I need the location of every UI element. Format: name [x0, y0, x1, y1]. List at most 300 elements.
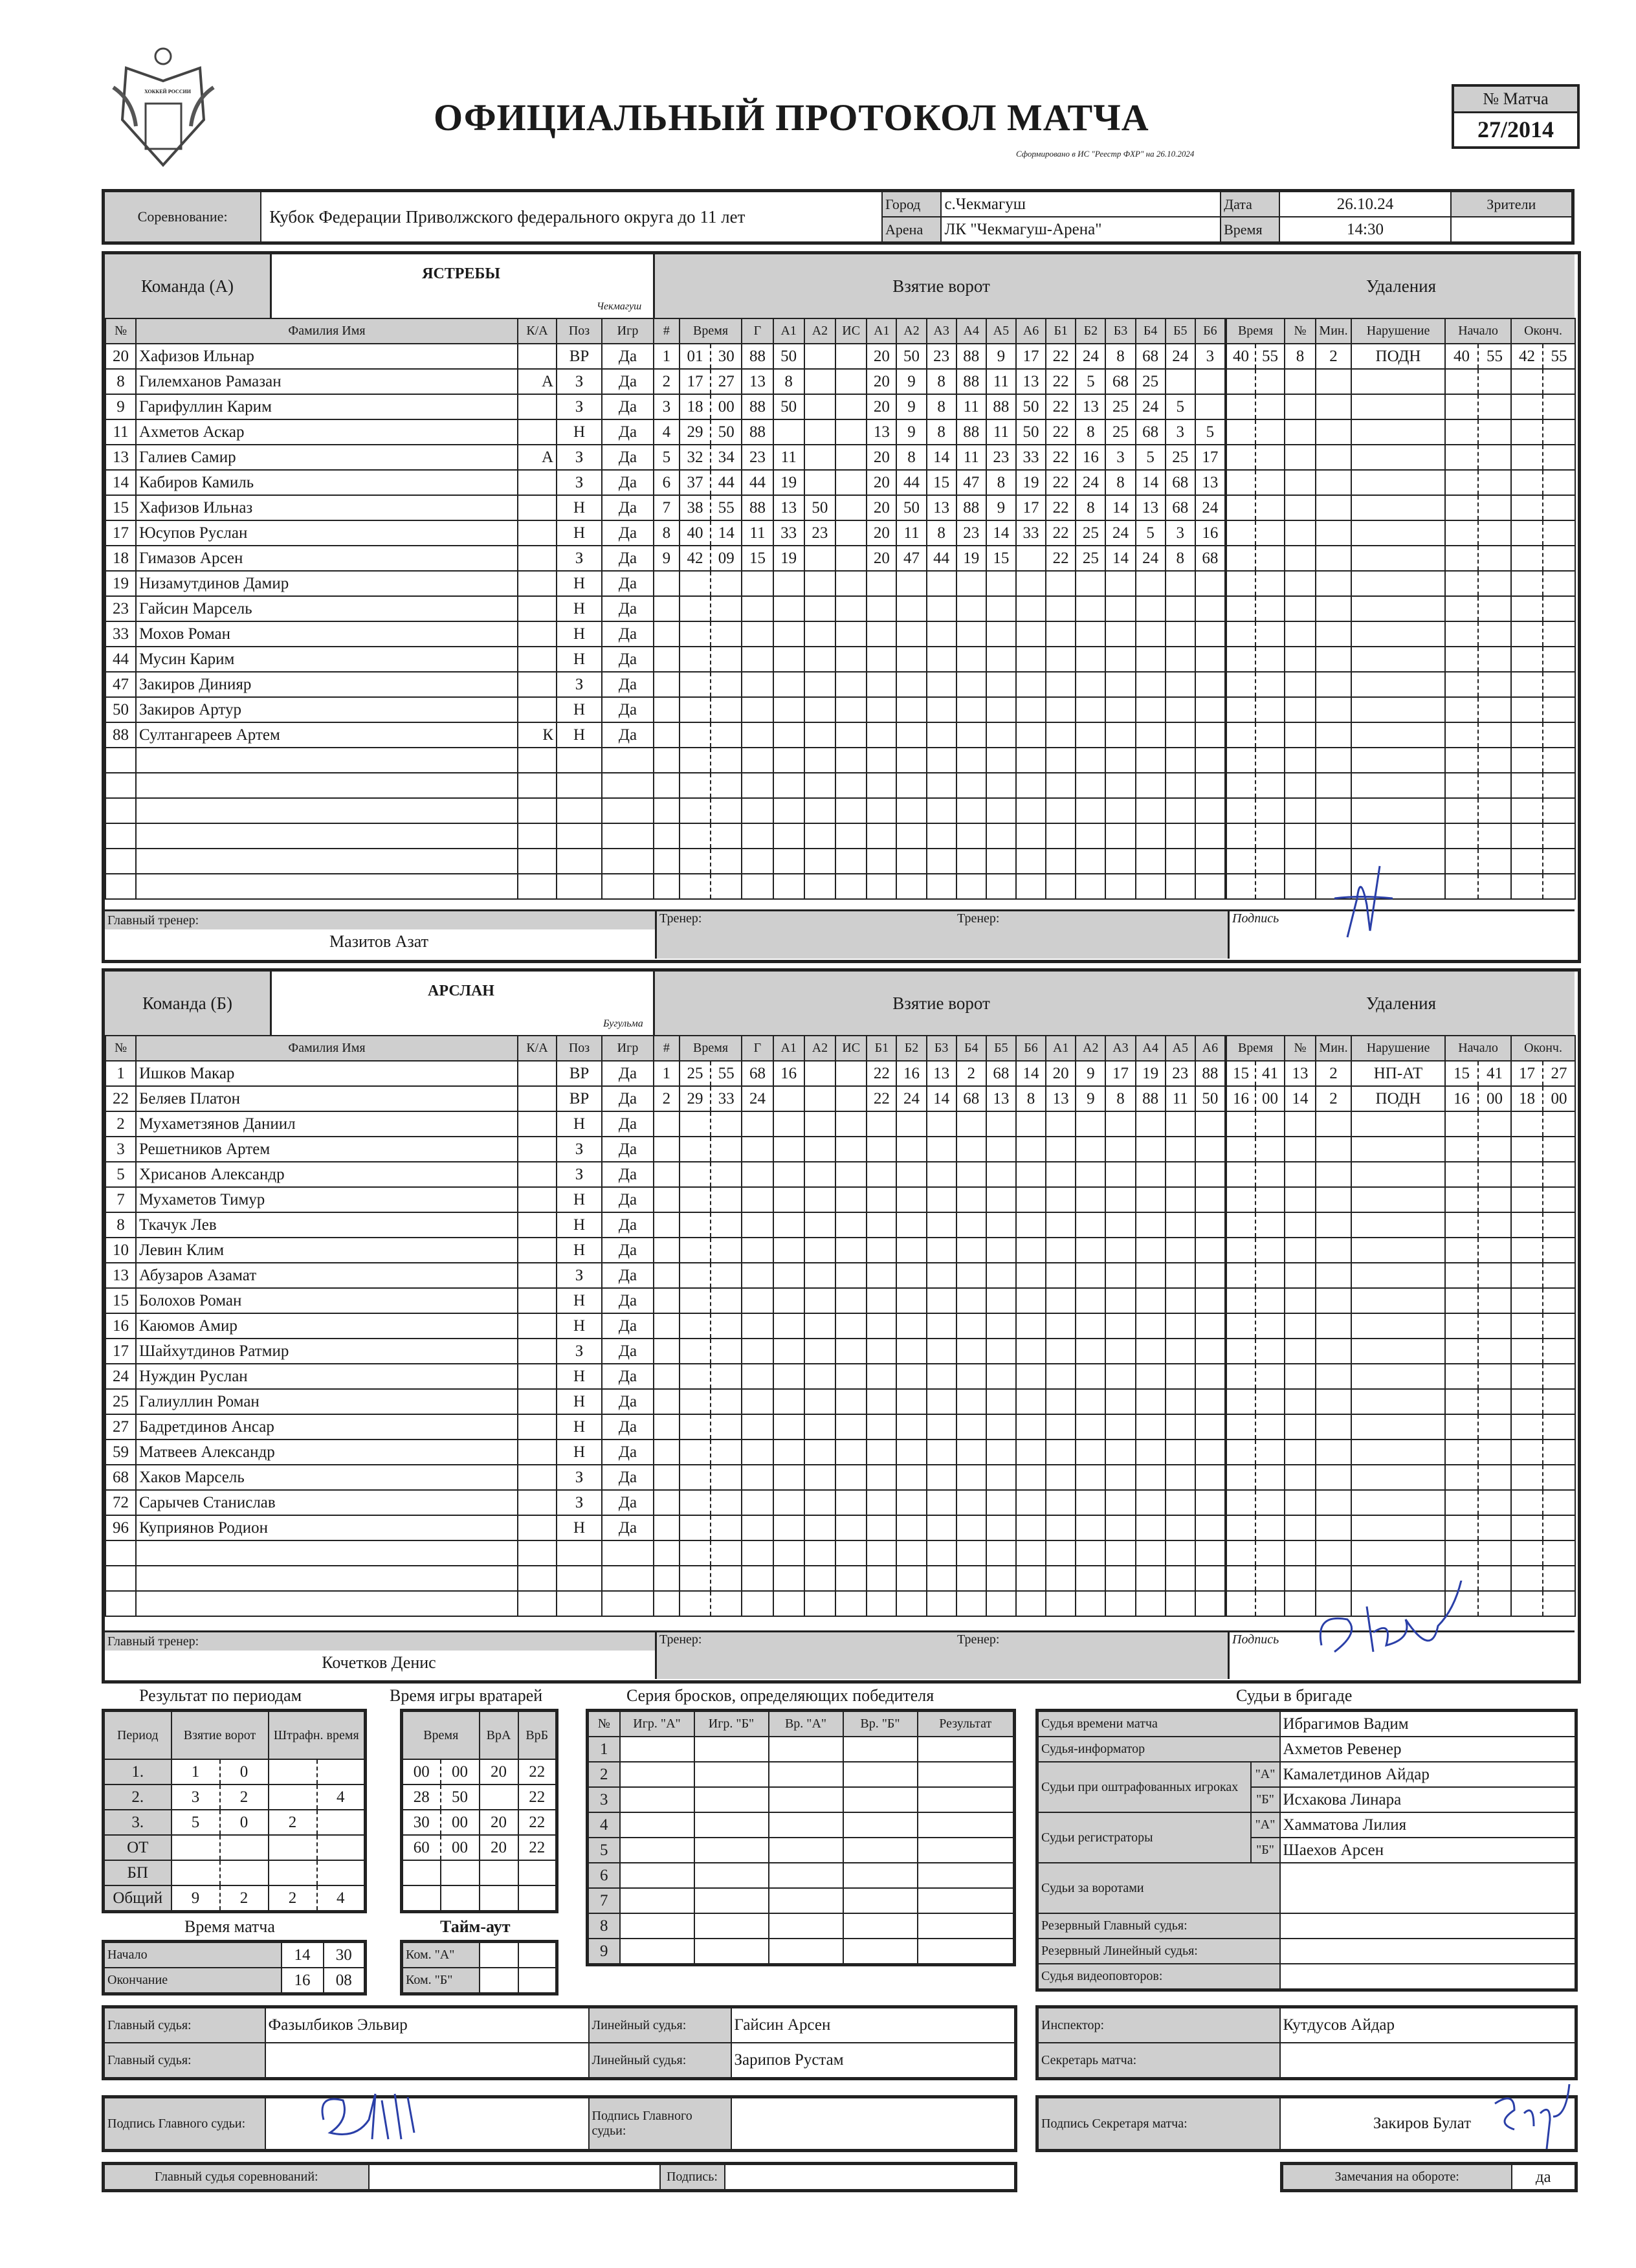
goal-cell [896, 1238, 926, 1263]
player-row [105, 1137, 654, 1162]
goal-row [654, 1212, 1225, 1238]
goal-cell [1136, 697, 1166, 722]
goal-cell: 50 [773, 344, 804, 369]
penalty-row [1226, 1137, 1575, 1162]
hdr-pen-time: Время [1226, 318, 1285, 344]
penalty-judges-label: Судьи при оштрафованных игроках [1037, 1762, 1251, 1812]
goal-cell [956, 1162, 986, 1187]
penalty-cell [1543, 748, 1575, 773]
player-name: Сарычев Станислав [136, 1490, 518, 1515]
penalty-cell [1285, 419, 1316, 445]
goal-cell [680, 672, 711, 697]
penalty-cell [1445, 596, 1478, 621]
goal-cell [956, 1212, 986, 1238]
goal-cell [804, 546, 835, 571]
chief-ref-label: Главный судья соревнований: [104, 2164, 369, 2191]
player-ka [518, 1465, 557, 1490]
goal-cell: 68 [1166, 470, 1195, 495]
penalty-cell [1226, 1162, 1255, 1187]
player-ka [518, 1111, 557, 1137]
goal-cell [1105, 1162, 1135, 1187]
penalty-cell: НП-АТ [1351, 1061, 1445, 1086]
goal-cell [835, 1389, 867, 1414]
shootout-cell [694, 1863, 769, 1888]
player-position: З [557, 1162, 602, 1187]
logo [107, 42, 220, 175]
goal-cell [956, 722, 986, 748]
penalty-row [1226, 344, 1575, 369]
goal-row [654, 697, 1225, 722]
player-row [105, 369, 654, 394]
head-ref-1: Фазылбиков Эльвир [265, 2007, 589, 2043]
player-row [105, 1364, 654, 1389]
penalty-cell: 40 [1445, 344, 1478, 369]
shootout-num: 7 [588, 1888, 620, 1913]
goal-cell [896, 1263, 926, 1288]
period-name: Общий [104, 1885, 171, 1912]
penalty-cell [1226, 1465, 1255, 1490]
informer: Ахметов Ревенер [1280, 1737, 1576, 1762]
penalty-cell [1255, 1187, 1285, 1212]
goal-cell [1195, 1212, 1225, 1238]
goal-cell [1195, 647, 1225, 672]
goal-cell [1076, 672, 1105, 697]
penalty-cell: 41 [1478, 1061, 1511, 1086]
goal-cell: 19 [1016, 470, 1046, 495]
goal-cell [773, 1540, 804, 1566]
shootout-cell [769, 1787, 843, 1812]
penalty-cell [1445, 647, 1478, 672]
goal-cell [1046, 596, 1076, 621]
penalty-cell [1285, 1263, 1316, 1288]
player-row [105, 1566, 654, 1591]
penalty-row [1226, 1263, 1575, 1288]
penalty-cell [1511, 1137, 1543, 1162]
goal-cell [1136, 1540, 1166, 1566]
goal-cell: 88 [1136, 1086, 1166, 1111]
goal-cell [1136, 823, 1166, 849]
goal-cell [1195, 1238, 1225, 1263]
team-b-goals-label: Взятие ворот [653, 972, 1230, 1035]
goal-cell [927, 773, 956, 798]
goal-cell [1016, 1566, 1046, 1591]
player-played: Да [602, 1212, 654, 1238]
player-played: Да [602, 1490, 654, 1515]
period-row [104, 1784, 366, 1810]
goal-cell: 44 [896, 470, 926, 495]
penalty-cell [1511, 1162, 1543, 1187]
player-row [105, 520, 654, 546]
player-played: Да [602, 1086, 654, 1111]
goal-cell [654, 773, 680, 798]
goal-cell [1046, 1137, 1076, 1162]
goal-cell [804, 1440, 835, 1465]
penalty-cell [1351, 1339, 1445, 1364]
goal-cell [927, 1263, 956, 1288]
goal-cell [956, 1137, 986, 1162]
goal-cell [804, 1490, 835, 1515]
period-pim-a: 2 [269, 1885, 317, 1912]
match-info [102, 189, 1575, 245]
goal-cell: 16 [1195, 520, 1225, 546]
player-row [105, 1263, 654, 1288]
goal-cell [654, 1313, 680, 1339]
goal-cell [1076, 1540, 1105, 1566]
goal-cell [835, 470, 867, 495]
goal-cell [986, 596, 1016, 621]
goal-cell [773, 1414, 804, 1440]
player-name: Закиров Артур [136, 697, 518, 722]
penalty-cell [1351, 394, 1445, 419]
hdr-on-ice-plus: Б6 [1016, 1036, 1046, 1061]
hdr-ka: К/А [518, 1036, 557, 1061]
goal-cell [1076, 1389, 1105, 1414]
goal-cell [867, 621, 896, 647]
goal-row [654, 1490, 1225, 1515]
team-a-sign-label: Подпись [1228, 911, 1279, 959]
penalty-cell [1316, 672, 1351, 697]
goal-cell [654, 1364, 680, 1389]
penalty-cell [1285, 1440, 1316, 1465]
goal-cell [1076, 1566, 1105, 1591]
head-ref-sign-label: Подпись Главного судьи: [589, 2097, 731, 2151]
penalty-cell [1445, 1440, 1478, 1465]
goal-cell [867, 1540, 896, 1566]
goalie-min: 00 [402, 1759, 441, 1784]
goal-cell [927, 621, 956, 647]
period-name: 3. [104, 1810, 171, 1835]
goal-cell: 11 [956, 394, 986, 419]
goal-cell [867, 1187, 896, 1212]
goal-cell [1166, 596, 1195, 621]
goal-cell [654, 1212, 680, 1238]
goal-cell [680, 1111, 711, 1137]
penalty-cell: 55 [1255, 344, 1285, 369]
goal-cell [1105, 874, 1135, 899]
goal-cell: 7 [654, 495, 680, 520]
goal-cell [1016, 1364, 1046, 1389]
tag-b: "Б" [1251, 1787, 1280, 1812]
player-position: ВР [557, 344, 602, 369]
team-a-goals [653, 318, 1226, 900]
goal-row [654, 1364, 1225, 1389]
penalty-cell [1226, 722, 1255, 748]
player-ka: К [518, 722, 557, 748]
penalty-cell: 15 [1226, 1061, 1255, 1086]
penalty-cell [1351, 419, 1445, 445]
goal-cell [804, 470, 835, 495]
penalty-cell [1445, 849, 1478, 874]
goal-cell [835, 621, 867, 647]
penalty-cell [1543, 520, 1575, 546]
goal-cell [867, 1162, 896, 1187]
penalty-cell [1543, 798, 1575, 823]
goal-cell [927, 798, 956, 823]
goal-cell: 11 [1166, 1086, 1195, 1111]
player-ka [518, 1339, 557, 1364]
goal-cell [956, 1440, 986, 1465]
player-position: Н [557, 697, 602, 722]
penalty-cell [1255, 773, 1285, 798]
empty-cell [136, 1591, 518, 1616]
goal-cell [1166, 773, 1195, 798]
player-number: 17 [105, 520, 136, 546]
penalty-cell [1543, 1162, 1575, 1187]
goal-cell [835, 773, 867, 798]
goal-cell [680, 1389, 711, 1414]
goal-cell [1046, 1440, 1076, 1465]
player-name: Мусин Карим [136, 647, 518, 672]
penalty-cell [1511, 394, 1543, 419]
goal-cell [896, 748, 926, 773]
goal-cell: 20 [867, 470, 896, 495]
goal-cell [1195, 874, 1225, 899]
goal-cell [1016, 1313, 1046, 1339]
city-label: Город [882, 191, 941, 217]
penalty-cell [1511, 470, 1543, 495]
player-name: Хрисанов Александр [136, 1162, 518, 1187]
empty-cell [602, 748, 654, 773]
empty-cell [136, 748, 518, 773]
goal-cell [711, 1111, 742, 1137]
goal-cell: 13 [867, 419, 896, 445]
goal-cell [711, 1288, 742, 1313]
goal-cell [804, 1111, 835, 1137]
goal-cell [1046, 1566, 1076, 1591]
shootout-cell [620, 1863, 694, 1888]
penalty-cell [1511, 1515, 1543, 1540]
goal-cell [956, 697, 986, 722]
goal-cell [835, 798, 867, 823]
goal-cell: 22 [1046, 445, 1076, 470]
penalty-cell [1445, 470, 1478, 495]
goal-cell [1166, 1465, 1195, 1490]
goal-cell [1166, 1515, 1195, 1540]
penalty-cell [1478, 748, 1511, 773]
empty-cell [557, 798, 602, 823]
goal-row [654, 596, 1225, 621]
goal-cell [1046, 1364, 1076, 1389]
goal-cell [711, 1515, 742, 1540]
arena: ЛК "Чекмагуш-Арена" [941, 217, 1221, 243]
goal-cell [986, 1288, 1016, 1313]
penalty-cell [1255, 1238, 1285, 1263]
goal-cell: 24 [896, 1086, 926, 1111]
goal-cell [1076, 748, 1105, 773]
player-number: 5 [105, 1162, 136, 1187]
player-number: 23 [105, 596, 136, 621]
goal-row [654, 1263, 1225, 1288]
hdr-on-ice-plus: А3 [927, 318, 956, 344]
penalty-cell [1445, 1339, 1478, 1364]
goal-cell [927, 571, 956, 596]
goal-cell: 68 [986, 1061, 1016, 1086]
player-row [105, 1288, 654, 1313]
penalty-row [1226, 1339, 1575, 1364]
registrar-b: Шаехов Арсен [1280, 1838, 1576, 1863]
penalty-cell [1445, 1313, 1478, 1339]
city: с.Чекмагуш [941, 191, 1221, 217]
goal-row [654, 1339, 1225, 1364]
goal-cell [1195, 697, 1225, 722]
penalty-cell: 55 [1543, 344, 1575, 369]
goal-cell [773, 1515, 804, 1540]
goal-cell [1166, 849, 1195, 874]
penalty-cell [1226, 419, 1255, 445]
goal-cell [773, 874, 804, 899]
goal-cell [956, 874, 986, 899]
penalty-cell [1351, 697, 1445, 722]
goal-cell [1105, 621, 1135, 647]
goal-cell: 25 [1105, 419, 1135, 445]
player-number: 44 [105, 647, 136, 672]
penalty-cell [1316, 1137, 1351, 1162]
shootout-row [588, 1762, 1015, 1787]
penalty-cell [1285, 1212, 1316, 1238]
goal-row [654, 1465, 1225, 1490]
goal-cell [956, 596, 986, 621]
player-position: Н [557, 621, 602, 647]
penalty-cell [1351, 823, 1445, 849]
period-goals-b: 2 [220, 1885, 269, 1912]
date-label: Дата [1221, 191, 1279, 217]
penalty-cell [1316, 1414, 1351, 1440]
goal-cell: 13 [1076, 394, 1105, 419]
penalty-cell [1478, 1288, 1511, 1313]
shootout-cell [843, 1888, 918, 1913]
penalty-cell [1316, 1339, 1351, 1364]
hdr-pen-end: Оконч. [1511, 1036, 1575, 1061]
goal-cell [742, 571, 773, 596]
player-played: Да [602, 571, 654, 596]
player-played: Да [602, 722, 654, 748]
penalty-row [1226, 1111, 1575, 1137]
hdr-on-ice-minus: А6 [1195, 1036, 1225, 1061]
goal-cell [680, 697, 711, 722]
goal-cell [1076, 1111, 1105, 1137]
goal-cell: 23 [742, 445, 773, 470]
goal-cell [742, 722, 773, 748]
goal-cell [1166, 1540, 1195, 1566]
penalty-cell [1543, 1238, 1575, 1263]
penalty-cell [1478, 874, 1511, 899]
player-played: Да [602, 470, 654, 495]
player-position: Н [557, 1212, 602, 1238]
shootout-cell [843, 1762, 918, 1787]
goal-row [654, 1440, 1225, 1465]
penalty-cell [1543, 571, 1575, 596]
goal-cell: 38 [680, 495, 711, 520]
penalty-cell: 00 [1478, 1086, 1511, 1111]
goal-cell [927, 1137, 956, 1162]
goal-cell [1046, 1515, 1076, 1540]
goal-cell [927, 1111, 956, 1137]
goal-cell: 47 [896, 546, 926, 571]
goal-cell [804, 1591, 835, 1616]
penalty-cell [1255, 1137, 1285, 1162]
goal-cell [835, 1238, 867, 1263]
shootout-cell [694, 1737, 769, 1762]
penalty-cell [1316, 1540, 1351, 1566]
goal-cell [654, 571, 680, 596]
goal-cell: 3 [1166, 520, 1195, 546]
goal-cell: 24 [1136, 546, 1166, 571]
goal-row [654, 773, 1225, 798]
penalty-row [1226, 1212, 1575, 1238]
penalty-cell [1445, 874, 1478, 899]
goal-cell [835, 1540, 867, 1566]
penalty-cell [1255, 596, 1285, 621]
goal-cell [986, 1339, 1016, 1364]
penalty-cell [1285, 1137, 1316, 1162]
goal-cell [956, 798, 986, 823]
player-ka [518, 1490, 557, 1515]
goal-row [654, 1515, 1225, 1540]
goal-cell [835, 495, 867, 520]
goal-cell [1105, 1414, 1135, 1440]
shootout-header: Вр. "А" [769, 1711, 843, 1737]
penalty-cell [1351, 1111, 1445, 1137]
player-number: 17 [105, 1339, 136, 1364]
goal-cell [1076, 798, 1105, 823]
penalty-cell [1478, 1212, 1511, 1238]
penalty-cell [1351, 1288, 1445, 1313]
penalty-cell [1478, 621, 1511, 647]
goal-cell: 8 [1166, 546, 1195, 571]
penalty-cell: 00 [1543, 1086, 1575, 1111]
goal-cell [896, 1187, 926, 1212]
goal-cell [1076, 1440, 1105, 1465]
goal-cell [804, 621, 835, 647]
penalty-cell [1511, 823, 1543, 849]
shootout-cell [620, 1888, 694, 1913]
empty-cell [105, 1540, 136, 1566]
shootout-cell [843, 1787, 918, 1812]
goal-cell [896, 1137, 926, 1162]
goal-cell [896, 1212, 926, 1238]
goal-cell: 42 [680, 546, 711, 571]
goalie-sec: 00 [441, 1759, 480, 1784]
goal-cell [804, 1414, 835, 1440]
hdr-on-ice-minus: Б5 [1166, 318, 1195, 344]
periods-title: Результат по периодам [139, 1686, 302, 1705]
penalty-cell [1255, 1111, 1285, 1137]
hdr-on-ice-plus: А6 [1016, 318, 1046, 344]
team-a-coach-label: Тренер: [655, 911, 959, 959]
line-ref-1: Гайсин Арсен [731, 2007, 1016, 2043]
goal-cell: 47 [956, 470, 986, 495]
penalty-cell [1351, 520, 1445, 546]
goal-cell: 68 [1195, 546, 1225, 571]
goal-cell [1046, 1490, 1076, 1515]
player-position: Н [557, 596, 602, 621]
penalty-cell [1543, 1288, 1575, 1313]
hdr-on-ice-minus: А5 [1166, 1036, 1195, 1061]
player-number: 2 [105, 1111, 136, 1137]
goal-cell [1136, 1212, 1166, 1238]
goal-cell [1046, 697, 1076, 722]
penalty-cell [1511, 849, 1543, 874]
goal-cell [742, 773, 773, 798]
goal-cell [1076, 571, 1105, 596]
penalty-cell [1285, 1540, 1316, 1566]
penalty-cell [1478, 1339, 1511, 1364]
penalty-cell [1255, 1490, 1285, 1515]
goal-cell [804, 1515, 835, 1540]
goal-cell [896, 798, 926, 823]
goal-cell: 14 [711, 520, 742, 546]
penalty-row [1226, 1086, 1575, 1111]
